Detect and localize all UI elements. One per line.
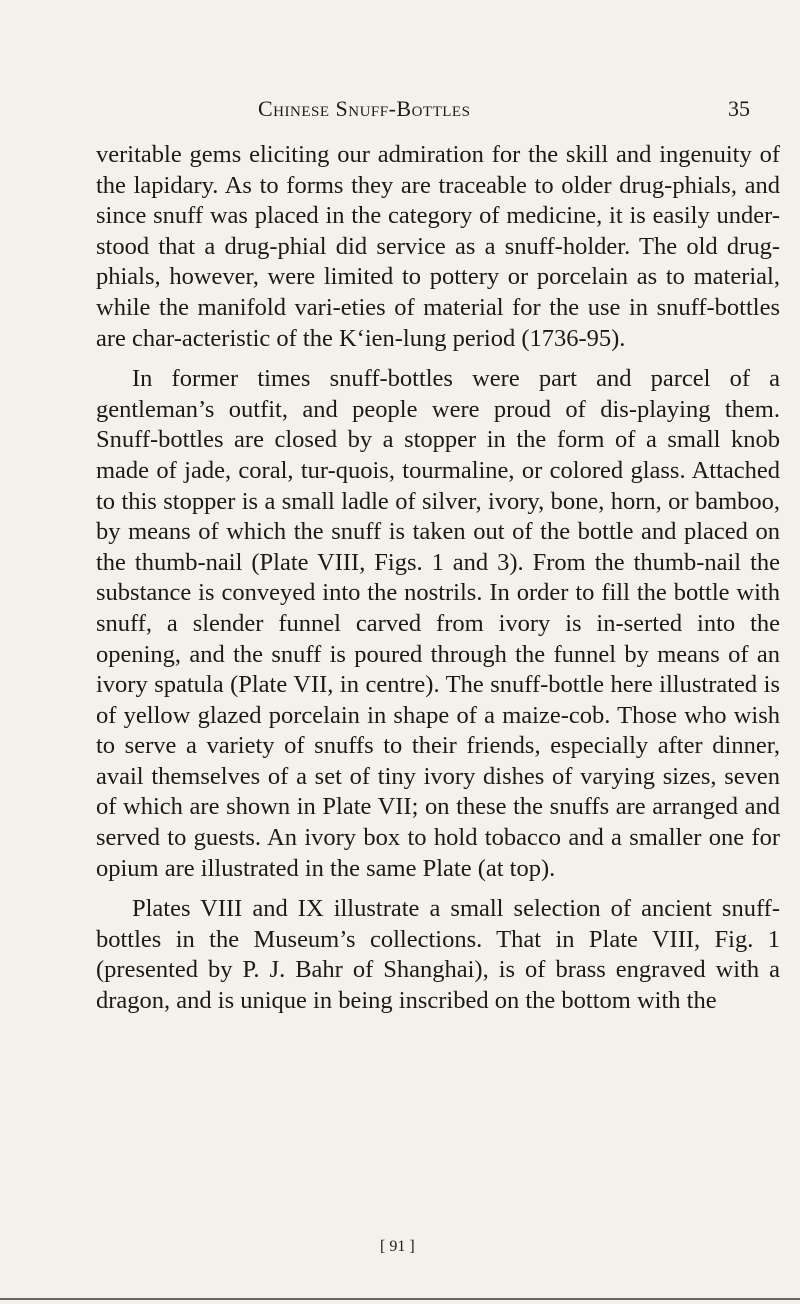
bottom-edge-rule	[0, 1298, 800, 1300]
paragraph-3: Plates VIII and IX illustrate a small selection of ancient snuff-bottles in the Museum’s collections. That in Plate VIII, Fig. 1 (presented by P. J. Bahr of Shanghai), is of brass engraved with a dragon, and is unique in being inscribed on the bottom with the	[96, 895, 780, 1015]
paragraph-2: In former times snuff-bottles were part and parcel of a gentleman’s outfit, and people were proud of dis-playing them. Snuff-bottles are closed by a stopper in the form of a small knob made of jade, coral, tur-quois, tourmaline, or colored glass. Attached to this stopper is a small ladle of silver, ivory, bone, horn, or bamboo, by means of which the snuff is taken out of the bottle and placed on the thumb-nail (Plate VIII, Figs. 1 and 3). From the thumb-nail the substance is conveyed into the nostrils. In order to fill the bottle with snuff, a slender funnel carved from ivory is in-serted into the opening, and the snuff is poured through the funnel by means of an ivory spatula (Plate VII, in centre). The snuff-bottle here illustrated is of yellow glazed porcelain in shape of a maize-cob. Those who wish to serve a variety of snuffs to their friends, especially after dinner, avail themselves of a set of tiny ivory dishes of varying sizes, seven of which are shown in Plate VII; on these the snuffs are arranged and served to guests. An ivory box to hold tobacco and a smaller one for opium are illustrated in the same Plate (at top).	[96, 365, 780, 882]
paragraph-1: veritable gems eliciting our admiration for the skill and ingenuity of the lapidary. As to forms they are traceable to older drug-phials, and since snuff was placed in the category of medicine, it is easily under-stood that a drug-phial did service as a snuff-holder. The old drug-phials, however, were limited to pottery or porcelain as to material, while the manifold vari-eties of material for the use in snuff-bottles are char-acteristic of the K‘ien-lung period (1736-95).	[96, 141, 780, 352]
running-title: Chinese Snuff-Bottles	[258, 96, 471, 121]
folio-number: [ 91 ]	[380, 1238, 415, 1255]
page-number: 35	[728, 96, 750, 121]
body-text	[96, 140, 780, 1027]
